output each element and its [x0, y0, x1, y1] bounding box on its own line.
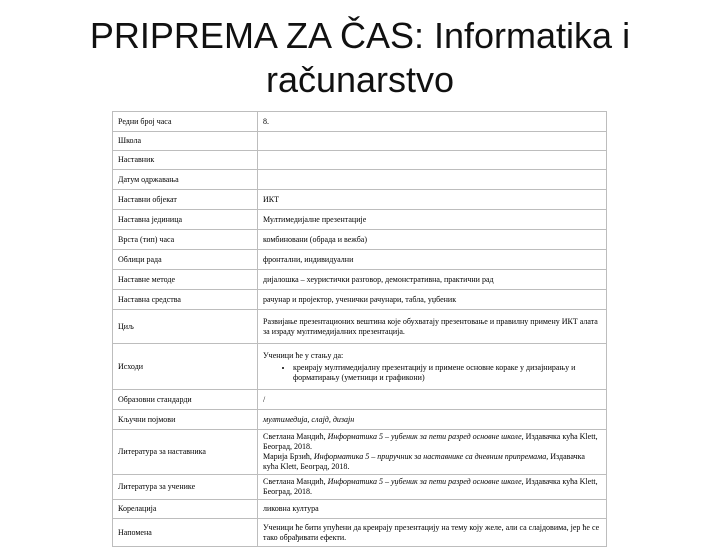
row-label: Кључни појмови	[113, 410, 258, 430]
reference-publisher: Издавачка кућа Klett, Београд, 2018.	[263, 477, 598, 496]
table-row	[113, 475, 607, 500]
table-row	[113, 410, 607, 430]
row-value: Мултимедијалне презентације	[258, 210, 607, 230]
row-value: 8.	[258, 112, 607, 132]
reference-publisher: Издавачка кућа Klett, Београд, 2018.	[263, 452, 585, 471]
row-label: Наставне методе	[113, 270, 258, 290]
table-row	[113, 210, 607, 230]
row-value	[258, 430, 607, 475]
row-value: фронтални, индивидуални	[258, 250, 607, 270]
row-value: Ученици ће бити упућени да креирају презентацију на тему коју желе, али са слајдовима, јер ће се тако обрађивати ефекти.	[258, 519, 607, 547]
row-value: мултимедија, слајд, дизајн	[258, 410, 607, 430]
row-value: рачунар и пројектор, ученички рачунари, табла, уџбеник	[258, 290, 607, 310]
row-value: комбиновани (обрада и вежба)	[258, 230, 607, 250]
outcomes-intro: Ученици ће у стању да:	[263, 350, 344, 360]
row-value	[258, 151, 607, 170]
row-label: Школа	[113, 132, 258, 151]
row-label: Циљ	[113, 310, 258, 344]
table-row	[113, 230, 607, 250]
row-value	[258, 475, 607, 500]
row-label: Облици рада	[113, 250, 258, 270]
table-row	[113, 500, 607, 519]
reference-author: Светлана Мандић,	[263, 432, 326, 441]
reference-author: Марија Брзић,	[263, 452, 312, 461]
row-value: Развијање презентационих вештина које обухватају презентовање и правилну примену ИКТ алата за израду мултимедијалних презентација.	[258, 310, 607, 344]
row-value: /	[258, 390, 607, 410]
table-row	[113, 290, 607, 310]
table-row	[113, 151, 607, 170]
row-value	[258, 170, 607, 190]
table-row	[113, 344, 607, 390]
table-row	[113, 132, 607, 151]
row-label: Литература за наставника	[113, 430, 258, 475]
row-value	[258, 132, 607, 151]
row-label: Наставник	[113, 151, 258, 170]
row-label: Наставна јединица	[113, 210, 258, 230]
row-value: ИКТ	[258, 190, 607, 210]
page-title: PRIPREMA ZA ČAS: Informatika i računarstvo	[89, 15, 631, 100]
table-row	[113, 310, 607, 344]
list-item: • креирају мултимедијалну презентацију и примене основне кораке у дизајнирању и форматирању (уметници и графикони)	[293, 363, 601, 383]
row-value: ликовна култура	[258, 500, 607, 519]
row-label: Наставна средства	[113, 290, 258, 310]
reference-book: Информатика 5 – приручник за наставнике са дневним припремама,	[313, 452, 549, 461]
reference-book: Информатика 5 – уџбеник за пети разред основне школе,	[327, 477, 524, 486]
table-row	[113, 190, 607, 210]
reference-book: Информатика 5 – уџбеник за пети разред основне школе,	[327, 432, 524, 441]
table-row	[113, 112, 607, 132]
row-label: Наставни објекат	[113, 190, 258, 210]
row-label: Исходи	[113, 344, 258, 390]
row-value	[258, 344, 607, 390]
table-row	[113, 390, 607, 410]
row-label: Датум одржавања	[113, 170, 258, 190]
row-label: Редни број часа	[113, 112, 258, 132]
row-label: Образовни стандарди	[113, 390, 258, 410]
lesson-plan-table	[112, 111, 607, 547]
reference-publisher: Издавачка кућа Klett, Београд, 2018.	[263, 432, 598, 451]
row-label: Врста (тип) часа	[113, 230, 258, 250]
row-label: Напомена	[113, 519, 258, 547]
table-row	[113, 270, 607, 290]
table-row	[113, 519, 607, 547]
table-row	[113, 170, 607, 190]
outcomes-list	[263, 363, 601, 383]
row-label: Литература за ученике	[113, 475, 258, 500]
row-value: дијалошка – хеуристички разговор, демонстративна, практични рад	[258, 270, 607, 290]
row-label: Корелација	[113, 500, 258, 519]
table-row	[113, 430, 607, 475]
reference-author: Светлана Мандић,	[263, 477, 326, 486]
table-row	[113, 250, 607, 270]
